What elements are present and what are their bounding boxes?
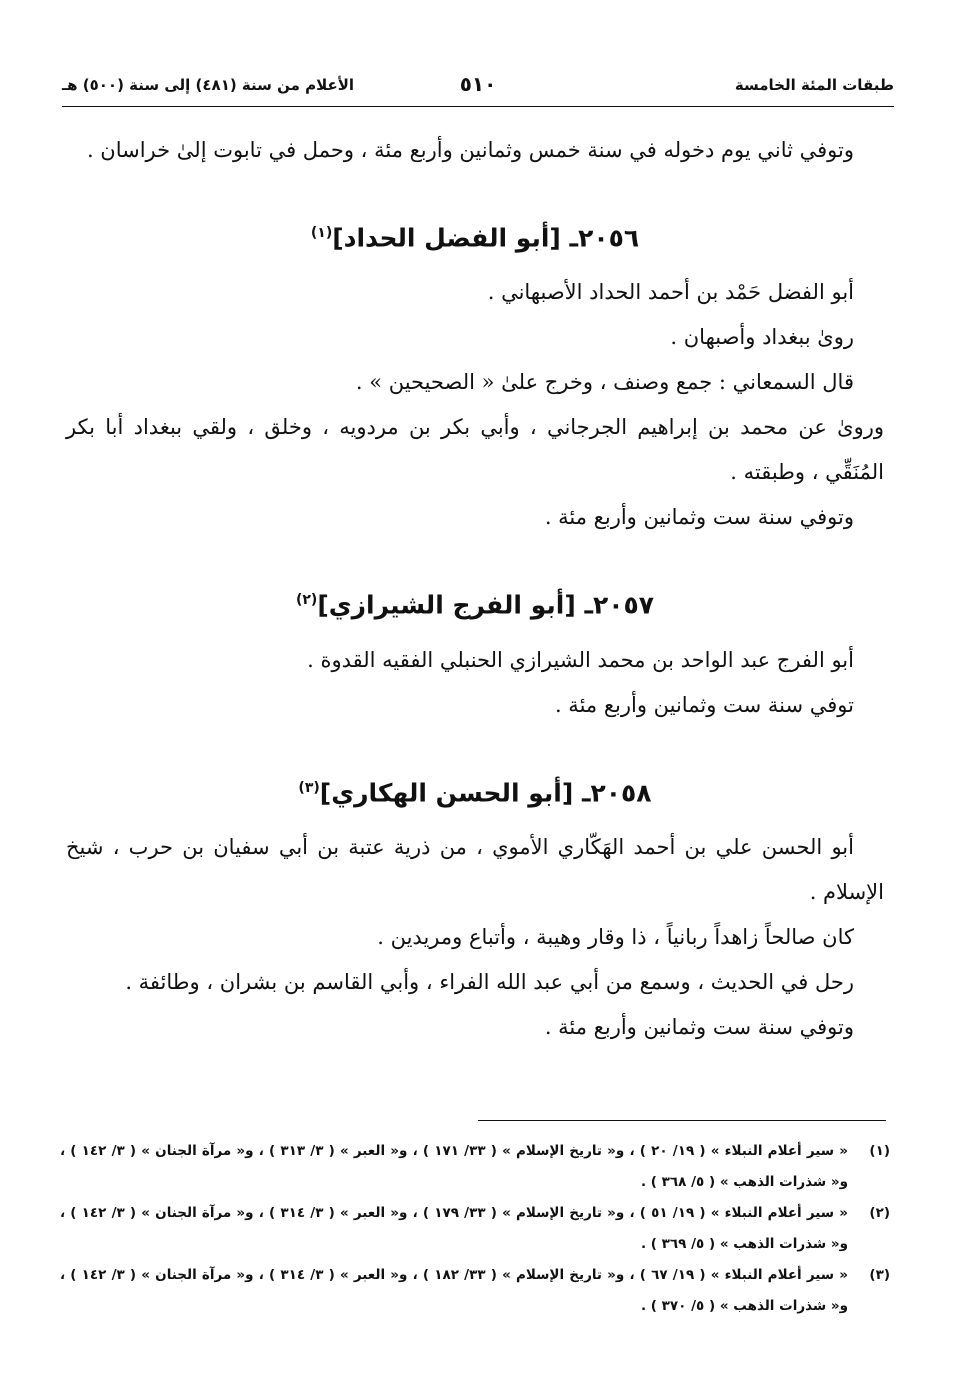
footnote-number: (٢) [869,1205,890,1221]
entry-paragraph: رویٰ ببغداد وأصبهان . [670,325,854,350]
entry-paragraph: قال السمعاني : جمع وصنف ، وخرج علىٰ « الصحيحين » . [355,370,854,395]
footnote-ref: (٣) [298,779,320,796]
footnotes [60,1136,890,1322]
entry-title-text: ٢٠٥٨ـ [أبو الحسن الهكاري] [319,777,652,807]
intro-paragraph: وتوفي ثاني يوم دخوله في سنة خمس وثمانين وأربع مئة ، وحمل في تابوت إلىٰ خراسان . [86,138,854,162]
entry-title [66,768,884,813]
entry-title [66,213,884,258]
entry-title-text: ٢٠٥٦ـ [أبو الفضل الحداد] [332,223,640,253]
footnote-divider [478,1120,886,1121]
entry-paragraph: أبو الفضل حَمْد بن أحمد الحداد الأصبهاني . [487,280,854,305]
page-number: ٥١٠ [459,72,497,96]
footnote-ref: (٢) [295,592,318,609]
footnote-number: (١) [869,1143,890,1159]
entry-paragraph: أبو الحسن علي بن أحمد الهَكّاري الأموي ، من ذرية عتبة بن أبي سفيان بن حرب ، شيخ الإسلام . [66,834,884,904]
entry-title [66,580,884,625]
footnote-text: « سير أعلام النبلاء » ( ١٩/ ٢٠ ) ، و« تاريخ الإسلام » ( ٣٣/ ١٧١ ) ، و« العبر » ( ٣/ ٣١٣ ) ، و« مرآة الجنان » ( ٣/ ١٤٢ ) ، و« شذرات الذهب » ( ٥/ ٣٦٨ ) . [60,1143,848,1190]
entry-paragraph: وتوفي سنة ست وثمانين وأربع مئة . [544,1014,854,1039]
entry-paragraph: أبو الفرج عبد الواحد بن محمد الشيرازي الحنبلي الفقيه القدوة . [307,647,854,672]
header-volume-range: الأعلام من سنة (٤٨١) إلى سنة (٥٠٠) هـ [62,76,355,94]
entry-paragraph: رحل في الحديث ، وسمع من أبي عبد الله الفراء ، وأبي القاسم بن بشران ، وطائفة . [125,969,854,994]
footnote-item [60,1136,890,1198]
footnote-ref: (١) [310,225,333,241]
footnote-text: « سير أعلام النبلاء » ( ١٩/ ٥١ ) ، و« تاريخ الإسلام » ( ٣٣/ ١٧٩ ) ، و« العبر » ( ٣/ ٣١٤ ) ، و« مرآة الجنان » ( ٣/ ١٤٢ ) ، و« شذرات الذهب » ( ٥/ ٣٦٩ ) . [60,1205,848,1252]
header-section-title: طبقات المئة الخامسة [734,76,894,94]
footnote-item [60,1260,890,1322]
footnote-item [60,1198,890,1260]
footnote-text: « سير أعلام النبلاء » ( ١٩/ ٦٧ ) ، و« تاريخ الإسلام » ( ٣٣/ ١٨٢ ) ، و« العبر » ( ٣/ ٣١٤ ) ، و« مرآة الجنان » ( ٣/ ١٤٢ ) ، و« شذرات الذهب » ( ٥/ ٣٧٠ ) . [60,1267,848,1314]
entry-paragraph: ورویٰ عن محمد بن إبراهيم الجرجاني ، وأبي بكر بن مردويه ، وخلق ، ولقي ببغداد أبا بكر المُنَقِّي ، وطبقته . [66,415,884,485]
entry-paragraph: توفي سنة ست وثمانين وأربع مئة . [554,692,854,717]
main-text [66,128,884,1050]
running-header [62,70,894,107]
entry-paragraph: كان صالحاً زاهداً ربانياً ، ذا وقار وهيبة ، وأتباع ومريدين . [377,924,854,949]
footnote-number: (٣) [869,1267,890,1283]
entry-paragraph: وتوفي سنة ست وثمانين وأربع مئة . [544,505,854,530]
entry-2056 [66,213,884,540]
entry-2057 [66,580,884,727]
entry-2058 [66,768,884,1050]
entry-title-text: ٢٠٥٧ـ [أبو الفرج الشيرازي] [317,590,655,620]
